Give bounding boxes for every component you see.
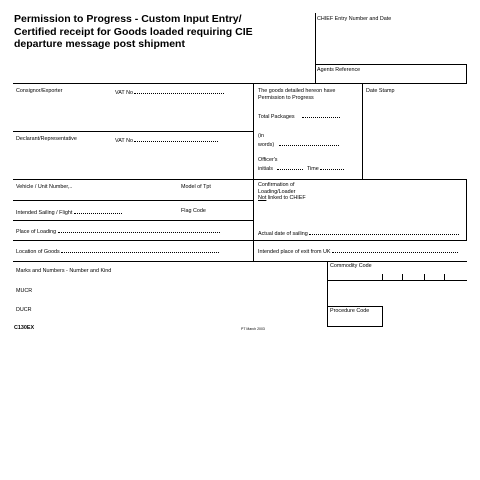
sailing-label: Intended Sailing / Flight <box>16 210 73 216</box>
location-field[interactable] <box>16 247 219 256</box>
agents-ref-top-border <box>315 64 467 65</box>
middle-column-divider <box>253 83 254 261</box>
mucr-label: MUCR <box>16 288 33 294</box>
sailing-top-rule <box>13 200 253 201</box>
consignor-vat-field[interactable] <box>115 88 224 97</box>
procedure-bottom-border <box>327 326 383 327</box>
place-label: Place of Loading <box>16 229 57 235</box>
commodity-tick-3 <box>424 274 425 280</box>
procedure-top-border <box>327 306 382 307</box>
date-stamp-divider <box>362 83 363 179</box>
not-linked-line <box>258 195 306 202</box>
consignor-vat-label: VAT No <box>115 90 133 96</box>
form-title-line-3: departure message post shipment <box>14 38 185 50</box>
time-dots <box>320 164 344 170</box>
exit-label: Intended place of exit from UK <box>258 249 331 255</box>
goods-detailed-line-2: Permission to Progress <box>258 94 314 101</box>
place-top-rule <box>13 220 253 221</box>
in-words-line-1: (in <box>258 133 264 139</box>
main-top-rule <box>13 83 467 84</box>
ducr-label: DUCR <box>16 307 32 313</box>
form-title-line-2: Certified receipt for Goods loaded requiring CIE <box>14 25 253 38</box>
exit-field[interactable] <box>258 247 458 256</box>
marks-label: Marks and Numbers - Number and Kind <box>16 268 112 274</box>
model-label: Model of Tpt <box>181 184 211 190</box>
agents-ref-right-border <box>466 64 467 84</box>
procedure-right-border <box>382 306 383 326</box>
vehicle-label: Vehicle / Unit Number,.. <box>16 184 73 190</box>
place-field[interactable] <box>16 227 220 236</box>
in-words-dots <box>279 140 339 146</box>
commodity-code-baseline <box>327 280 467 281</box>
actual-date-field[interactable] <box>258 229 459 238</box>
location-dots <box>61 247 219 253</box>
flag-label: Flag Code <box>181 208 206 214</box>
total-packages-label: Total Packages <box>258 114 295 120</box>
confirmation-line-2: Loading/Loader <box>258 188 296 195</box>
date-stamp-label: Date Stamp <box>366 88 395 94</box>
place-dots <box>58 227 220 233</box>
commodity-tick-4 <box>444 274 445 280</box>
in-words-line-2: words) <box>258 141 275 148</box>
actual-date-label: Actual date of sailing <box>258 231 308 237</box>
officer-initials-dots <box>277 164 303 170</box>
marks-top-rule <box>13 261 467 262</box>
chief-box-left-border <box>315 13 316 83</box>
sailing-field[interactable] <box>16 208 122 217</box>
commodity-code-label: Commodity Code <box>330 263 372 269</box>
declarant-vat-dots <box>134 136 218 142</box>
commodity-tick-2 <box>402 274 403 280</box>
declarant-top-rule <box>13 131 253 132</box>
time-label: Time <box>306 165 319 172</box>
officer-line-2: initials <box>258 165 273 172</box>
goods-detailed-text <box>258 88 335 101</box>
confirmation-text <box>258 182 306 202</box>
confirmation-box-right-border <box>466 179 467 240</box>
commodity-left-border <box>327 261 328 326</box>
agents-reference-label: Agents Reference <box>317 67 361 73</box>
declarant-vat-label: VAT No <box>115 138 133 144</box>
location-label: Location of Goods <box>16 249 60 255</box>
declarant-label: Declarant/Representative <box>16 136 77 142</box>
confirmation-line-1: Confirmation of <box>258 182 295 188</box>
actual-date-dots <box>309 229 459 235</box>
not-linked-rest: linked to CHIEF <box>266 195 306 202</box>
footer-note: PT March 2003 <box>241 327 265 331</box>
total-packages-dots <box>302 112 340 118</box>
exit-dots <box>332 247 458 253</box>
commodity-tick-1 <box>382 274 383 280</box>
total-packages-field[interactable] <box>258 112 340 121</box>
location-top-rule <box>13 240 467 241</box>
officer-field[interactable] <box>258 157 344 172</box>
vehicle-top-rule <box>13 179 467 180</box>
sailing-dots <box>74 208 122 214</box>
form-title <box>14 13 253 51</box>
goods-detailed-line-1: The goods detailed hereon have <box>258 88 336 94</box>
form-title-line-1: Permission to Progress - Custom Input Entry/ <box>14 13 242 25</box>
form-code: C130EX <box>14 325 35 331</box>
in-words-field[interactable] <box>258 133 339 148</box>
officer-line-1: Officer's <box>258 157 278 163</box>
not-linked-not: Not <box>258 195 267 202</box>
chief-entry-label: CHIEF Entry Number and Date <box>317 16 392 22</box>
declarant-vat-field[interactable] <box>115 136 218 145</box>
consignor-vat-dots <box>134 88 224 94</box>
procedure-code-label: Procedure Code <box>330 308 370 314</box>
consignor-label: Consignor/Exporter <box>16 88 63 94</box>
